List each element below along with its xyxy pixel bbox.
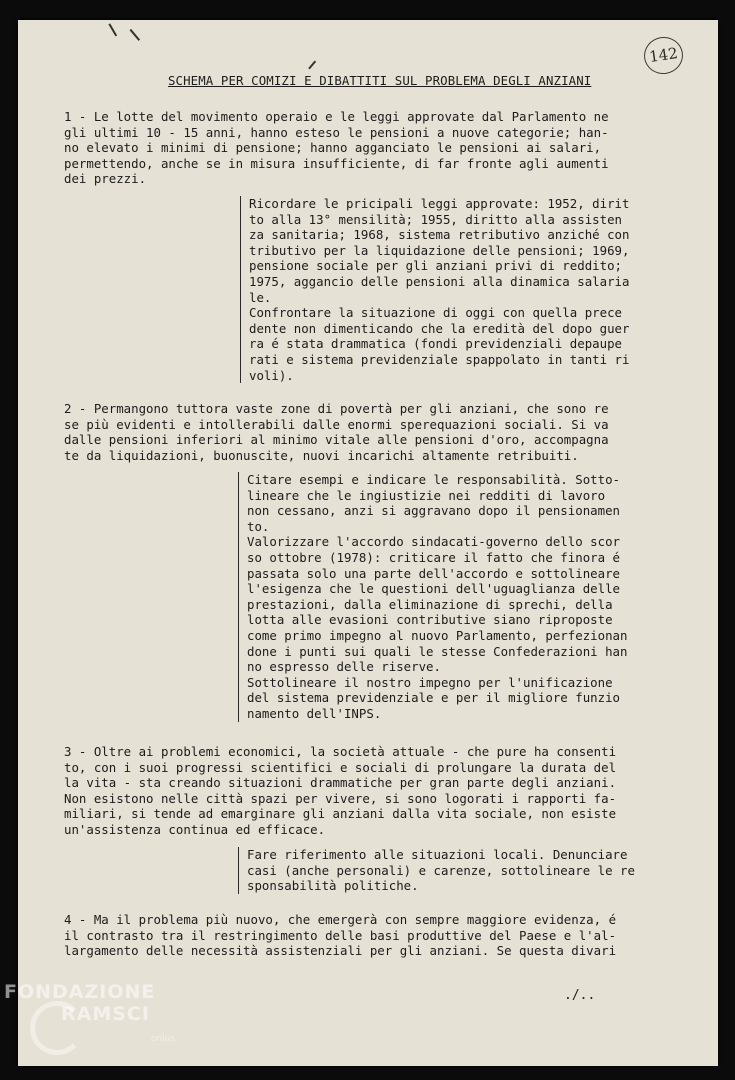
section-2-note: Citare esempi e indicare le responsabilità. Sotto- lineare che le ingiustizie nei redditi di lavoro non cessano, anzi si aggravano dopo il pensionamen to. Valorizzare l'accordo sindacati-governo dello scor so ottobre (1978): criticare il fatto che finora é passata solo una parte dell'accordo e sottolineare l'esigenza che le questioni dell'uguaglianza delle prestazioni, dalla eliminazione di sprechi, della lotta alle evasioni contributive siano riproposte come primo impegno al nuovo Parlamento, perfezionan done i punti sui quali le stesse Confederazioni han no espresso delle riserve. Sottolineare il nostro impegno per l'unificazione del sistema previdenziale e per il migliore funzio namento dell'INPS.	[238, 472, 627, 722]
watermark-logo: FONDAZIONE RAMSCI onlus	[4, 981, 155, 1025]
continuation-mark: ./..	[564, 988, 596, 1003]
section-2-text: 2 - Permangono tuttora vaste zone di povertà per gli anziani, che sono re se più evidenti e intollerabili dalle enormi sperequazioni sociali. Si va dalle pensioni inferiori al minimo vitale alle pensioni d'oro, accompagna te da liquidazioni, buonuscite, nuovi incarichi altamente retribuiti.	[64, 401, 609, 463]
page-number-stamp: 142	[642, 34, 686, 76]
section-4-text: 4 - Ma il problema più nuovo, che emergerà con sempre maggiore evidenza, é il contrasto tra il restringimento delle basi produttive del Paese e l'al- largamento delle necessità assistenziali per gli anziani. Se questa divari	[64, 912, 617, 959]
section-1-text: 1 - Le lotte del movimento operaio e le leggi approvate dal Parlamento ne gli ultimi 10 - 15 anni, hanno esteso le pensioni a nuove categorie; han- no elevato i minimi di pensione; hanno agganciato le pensioni ai salari, permettendo, anche se in misura insufficiente, di far fronte agli aumenti dei prezzi.	[64, 109, 609, 187]
section-3-note: Fare riferimento alle situazioni locali. Denunciare casi (anche personali) e carenze, sottolineare le re sponsabilità politiche.	[238, 847, 635, 894]
section-1-note: Ricordare le pricipali leggi approvate: 1952, dirit to alla 13° mensilità; 1955, diritto alla assisten za sanitaria; 1968, sistema retributivo anziché con tributivo per la liquidazione delle pensioni; 1969, pensione sociale per gli anziani privi di reddito; 1975, aggancio delle pensioni alla dinamica salaria le. Confrontare la situazione di oggi con quella prece dente non dimenticando che la eredità del dopo guer ra é stata drammatica (fondi previdenziali depaupe rati e sistema previdenziale spappolato in tanti ri voli).	[240, 196, 629, 383]
document-page	[18, 20, 718, 1066]
pencil-mark	[308, 60, 316, 69]
pencil-mark	[109, 23, 117, 36]
document-title: SCHEMA PER COMIZI E DIBATTITI SUL PROBLEMA DEGLI ANZIANI	[168, 73, 592, 88]
section-3-text: 3 - Oltre ai problemi economici, la società attuale - che pure ha consenti to, con i suoi progressi scientifici e sociali di prolungare la durata del la vita - sta creando situazioni drammatiche per gran parte degli anziani. Non esistono nelle città spazi per vivere, si sono logorati i rapporti fa- miliari, si tende ad emarginare gli anziani dalla vita sociale, non esiste un'assistenza continua ed efficace.	[64, 744, 617, 837]
pencil-mark	[130, 29, 140, 41]
